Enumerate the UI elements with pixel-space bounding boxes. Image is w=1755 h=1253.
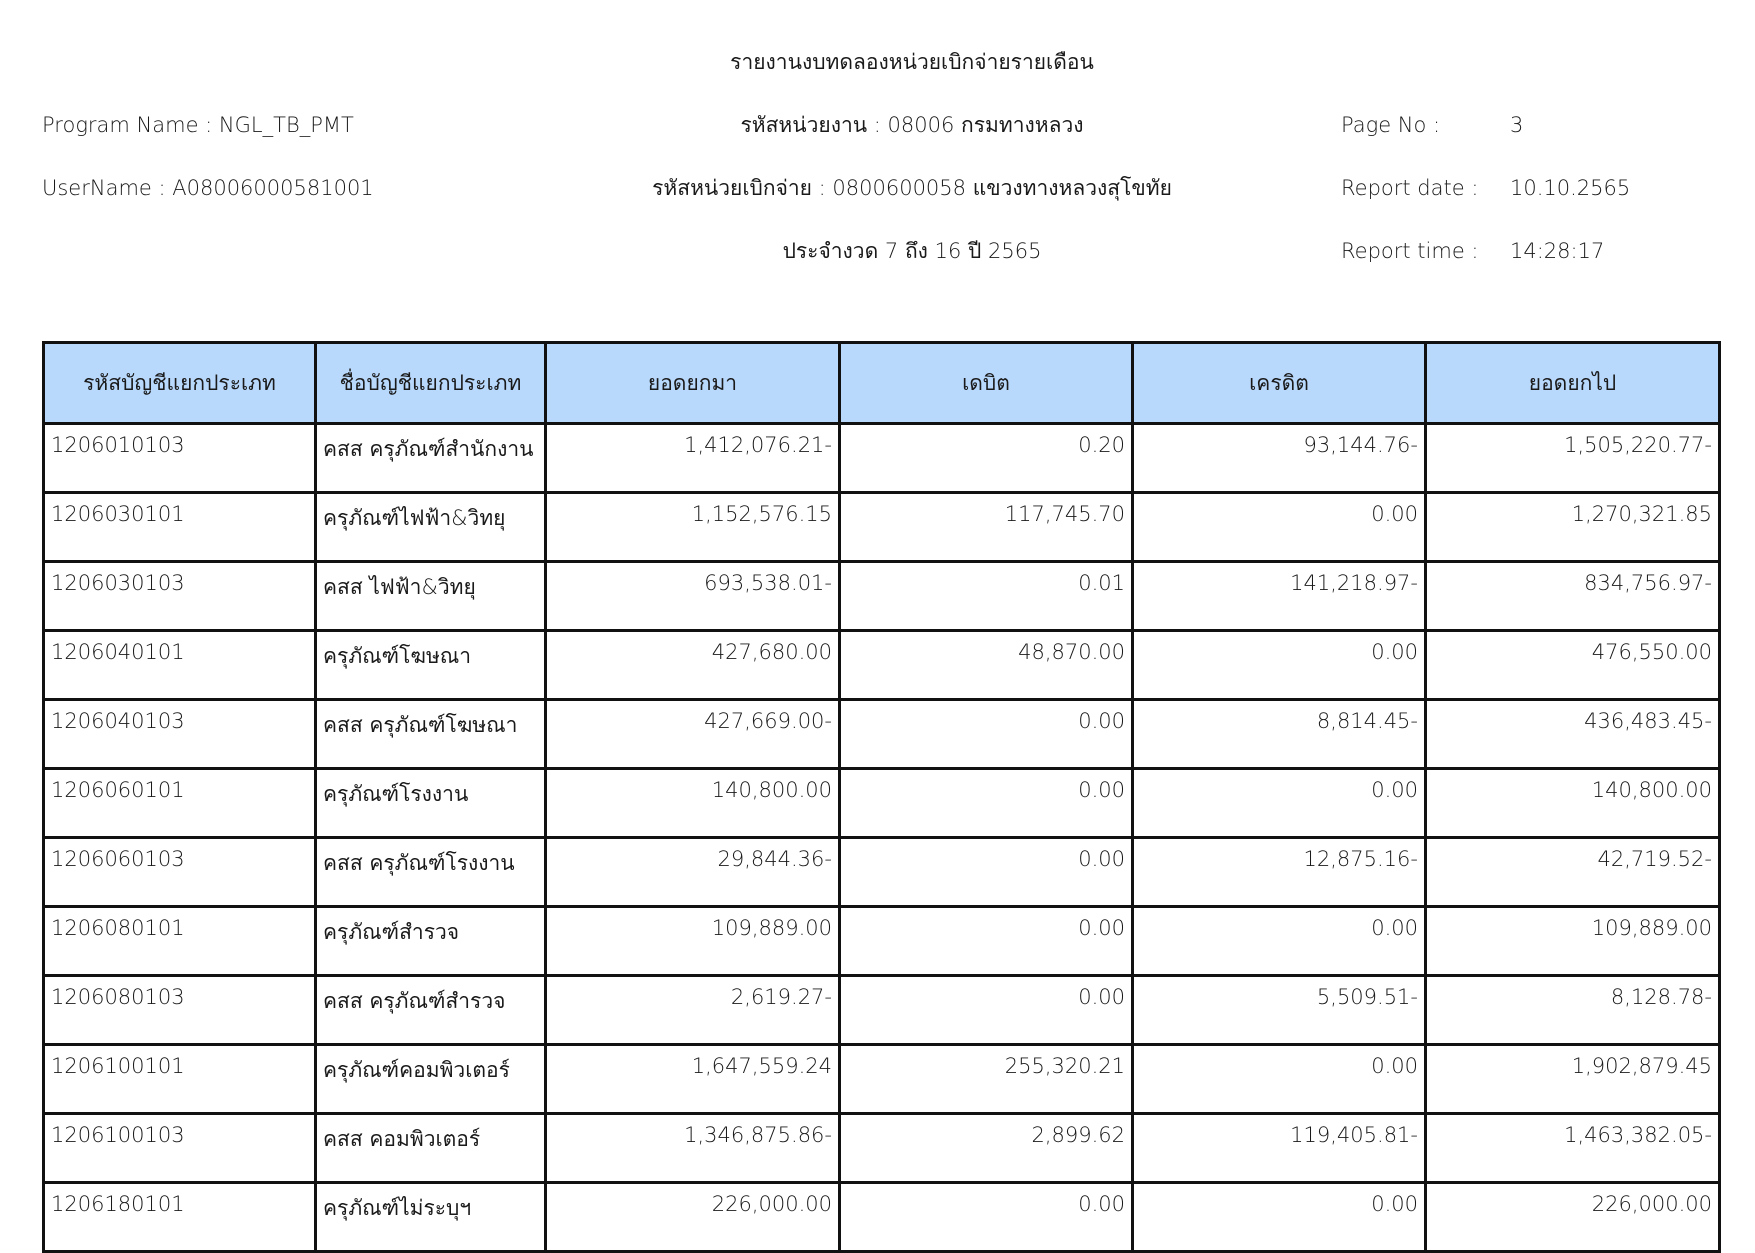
credit-cell: 0.00: [1133, 493, 1426, 562]
page-no-label: Page No :: [1341, 113, 1441, 137]
brought-forward-cell: 427,669.00-: [546, 700, 840, 769]
account-name-cell: ครุภัณฑ์โฆษณา: [316, 631, 546, 700]
carried-forward-cell: 436,483.45-: [1426, 700, 1720, 769]
username: UserName : A08006000581001: [42, 176, 374, 200]
debit-cell: 255,320.21: [840, 1045, 1133, 1114]
account-code-cell: 1206100103: [44, 1114, 316, 1183]
debit-cell: 117,745.70: [840, 493, 1133, 562]
report-title: รายงานงบทดลองหน่วยเบิกจ่ายรายเดือน: [730, 50, 1094, 74]
brought-forward-cell: 2,619.27-: [546, 976, 840, 1045]
agency-code: รหัสหน่วยงาน : 08006 กรมทางหลวง: [740, 113, 1084, 137]
account-name-cell: คสส ครุภัณฑ์โฆษณา: [316, 700, 546, 769]
report-date-label: Report date :: [1341, 176, 1479, 200]
carried-forward-cell: 1,270,321.85: [1426, 493, 1720, 562]
table-row: [44, 562, 1720, 631]
credit-cell: 0.00: [1133, 631, 1426, 700]
report-date-value: 10.10.2565: [1510, 176, 1631, 200]
table-header-row: [44, 343, 1720, 424]
trial-balance-table: [42, 341, 1721, 1253]
credit-cell: 141,218.97-: [1133, 562, 1426, 631]
table-row: [44, 631, 1720, 700]
account-name-cell: ครุภัณฑ์ไม่ระบุฯ: [316, 1183, 546, 1252]
table-row: [44, 424, 1720, 493]
carried-forward-cell: 109,889.00: [1426, 907, 1720, 976]
table-row: [44, 838, 1720, 907]
credit-cell: 8,814.45-: [1133, 700, 1426, 769]
account-code-cell: 1206030103: [44, 562, 316, 631]
table-row: [44, 493, 1720, 562]
carried-forward-cell: 476,550.00: [1426, 631, 1720, 700]
carried-forward-cell: 226,000.00: [1426, 1183, 1720, 1252]
debit-cell: 48,870.00: [840, 631, 1133, 700]
table-row: [44, 1045, 1720, 1114]
account-code-cell: 1206060103: [44, 838, 316, 907]
brought-forward-cell: 1,346,875.86-: [546, 1114, 840, 1183]
account-name-cell: คสส คอมพิวเตอร์: [316, 1114, 546, 1183]
credit-cell: 0.00: [1133, 907, 1426, 976]
brought-forward-cell: 693,538.01-: [546, 562, 840, 631]
debit-cell: 0.00: [840, 1183, 1133, 1252]
debit-cell: 0.00: [840, 700, 1133, 769]
column-header-credit: เครดิต: [1133, 343, 1426, 424]
table-row: [44, 1183, 1720, 1252]
account-name-cell: คสส ครุภัณฑ์สำนักงาน: [316, 424, 546, 493]
credit-cell: 0.00: [1133, 1045, 1426, 1114]
account-code-cell: 1206040103: [44, 700, 316, 769]
account-name-cell: คสส ครุภัณฑ์สำรวจ: [316, 976, 546, 1045]
brought-forward-cell: 226,000.00: [546, 1183, 840, 1252]
account-code-cell: 1206060101: [44, 769, 316, 838]
carried-forward-cell: 834,756.97-: [1426, 562, 1720, 631]
account-name-cell: ครุภัณฑ์โรงงาน: [316, 769, 546, 838]
report-time-value: 14:28:17: [1510, 239, 1605, 263]
carried-forward-cell: 1,902,879.45: [1426, 1045, 1720, 1114]
brought-forward-cell: 109,889.00: [546, 907, 840, 976]
column-header-debit: เดบิต: [840, 343, 1133, 424]
account-code-cell: 1206040101: [44, 631, 316, 700]
brought-forward-cell: 1,152,576.15: [546, 493, 840, 562]
brought-forward-cell: 29,844.36-: [546, 838, 840, 907]
account-code-cell: 1206080101: [44, 907, 316, 976]
brought-forward-cell: 1,647,559.24: [546, 1045, 840, 1114]
table-row: [44, 907, 1720, 976]
carried-forward-cell: 42,719.52-: [1426, 838, 1720, 907]
account-code-cell: 1206030101: [44, 493, 316, 562]
column-header-carried-forward: ยอดยกไป: [1426, 343, 1720, 424]
brought-forward-cell: 427,680.00: [546, 631, 840, 700]
debit-cell: 0.00: [840, 907, 1133, 976]
credit-cell: 93,144.76-: [1133, 424, 1426, 493]
carried-forward-cell: 140,800.00: [1426, 769, 1720, 838]
disbursing-unit: รหัสหน่วยเบิกจ่าย : 0800600058 แขวงทางหลวงสุโขทัย: [652, 176, 1172, 200]
account-code-cell: 1206010103: [44, 424, 316, 493]
credit-cell: 0.00: [1133, 1183, 1426, 1252]
carried-forward-cell: 1,505,220.77-: [1426, 424, 1720, 493]
brought-forward-cell: 140,800.00: [546, 769, 840, 838]
column-header-account-code: รหัสบัญชีแยกประเภท: [44, 343, 316, 424]
debit-cell: 0.01: [840, 562, 1133, 631]
credit-cell: 119,405.81-: [1133, 1114, 1426, 1183]
debit-cell: 0.20: [840, 424, 1133, 493]
report-period: ประจำงวด 7 ถึง 16 ปี 2565: [782, 239, 1042, 263]
table-row: [44, 700, 1720, 769]
column-header-account-name: ชื่อบัญชีแยกประเภท: [316, 343, 546, 424]
report-time-label: Report time :: [1341, 239, 1479, 263]
credit-cell: 5,509.51-: [1133, 976, 1426, 1045]
page-no-value: 3: [1510, 113, 1524, 137]
account-name-cell: คสส ครุภัณฑ์โรงงาน: [316, 838, 546, 907]
account-name-cell: คสส ไฟฟ้า&วิทยุ: [316, 562, 546, 631]
table-row: [44, 1114, 1720, 1183]
table-body: [44, 424, 1720, 1252]
account-name-cell: ครุภัณฑ์สำรวจ: [316, 907, 546, 976]
program-name: Program Name : NGL_TB_PMT: [42, 113, 354, 137]
credit-cell: 0.00: [1133, 769, 1426, 838]
account-code-cell: 1206100101: [44, 1045, 316, 1114]
debit-cell: 2,899.62: [840, 1114, 1133, 1183]
account-name-cell: ครุภัณฑ์ไฟฟ้า&วิทยุ: [316, 493, 546, 562]
carried-forward-cell: 1,463,382.05-: [1426, 1114, 1720, 1183]
debit-cell: 0.00: [840, 976, 1133, 1045]
table-row: [44, 976, 1720, 1045]
debit-cell: 0.00: [840, 838, 1133, 907]
column-header-brought-forward: ยอดยกมา: [546, 343, 840, 424]
credit-cell: 12,875.16-: [1133, 838, 1426, 907]
carried-forward-cell: 8,128.78-: [1426, 976, 1720, 1045]
account-code-cell: 1206180101: [44, 1183, 316, 1252]
account-code-cell: 1206080103: [44, 976, 316, 1045]
table-row: [44, 769, 1720, 838]
debit-cell: 0.00: [840, 769, 1133, 838]
brought-forward-cell: 1,412,076.21-: [546, 424, 840, 493]
account-name-cell: ครุภัณฑ์คอมพิวเตอร์: [316, 1045, 546, 1114]
